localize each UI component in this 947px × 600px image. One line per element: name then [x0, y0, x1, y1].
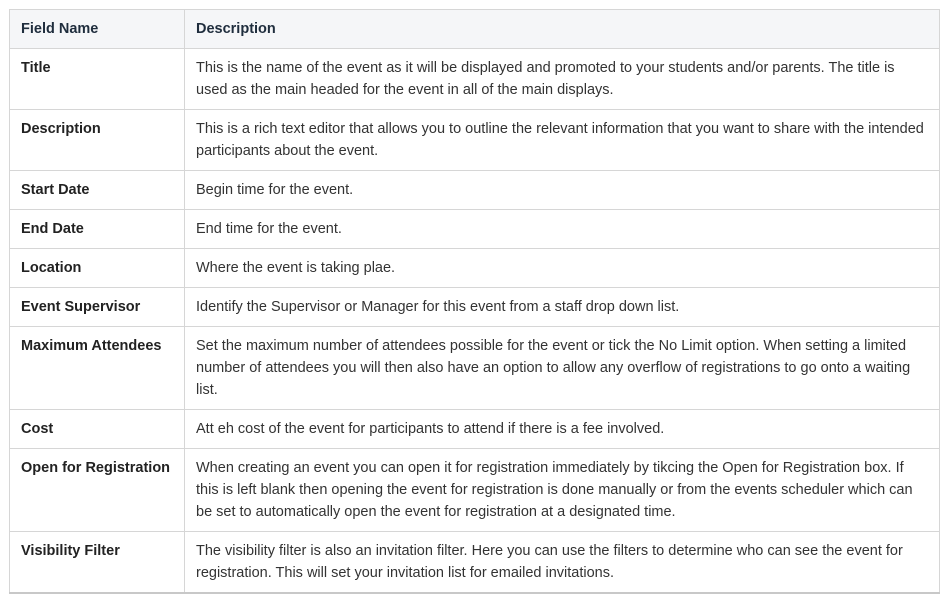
field-name-cell: Visibility Filter	[10, 532, 185, 594]
table-row	[10, 288, 940, 327]
field-description-cell: Att eh cost of the event for participants to attend if there is a fee involved.	[185, 410, 940, 449]
field-name-cell: Maximum Attendees	[10, 327, 185, 410]
field-name-cell: Start Date	[10, 171, 185, 210]
table-row	[10, 410, 940, 449]
field-description-cell: Begin time for the event.	[185, 171, 940, 210]
field-description-table	[9, 9, 940, 594]
field-description-cell: When creating an event you can open it for registration immediately by tikcing the Open for Registration box. If this is left blank then opening the event for registration is done manually or from the events scheduler which can be set to automatically open the event for registration at a designated time.	[185, 449, 940, 532]
field-name-cell: End Date	[10, 210, 185, 249]
table-row	[10, 532, 940, 594]
header-field-name: Field Name	[10, 10, 185, 49]
field-name-cell: Description	[10, 110, 185, 171]
table-row	[10, 327, 940, 410]
table-body	[10, 49, 940, 594]
field-name-cell: Title	[10, 49, 185, 110]
table-row	[10, 249, 940, 288]
table-row	[10, 171, 940, 210]
table-row	[10, 210, 940, 249]
field-description-cell: The visibility filter is also an invitation filter. Here you can use the filters to determine who can see the event for registration. This will set your invitation list for emailed invitations.	[185, 532, 940, 594]
field-description-cell: End time for the event.	[185, 210, 940, 249]
field-description-cell: This is a rich text editor that allows you to outline the relevant information that you want to share with the intended participants about the event.	[185, 110, 940, 171]
field-name-cell: Open for Registration	[10, 449, 185, 532]
field-description-cell: Set the maximum number of attendees possible for the event or tick the No Limit option. When setting a limited number of attendees you will then also have an option to allow any overflow of registrations to go onto a waiting list.	[185, 327, 940, 410]
table-row	[10, 449, 940, 532]
field-name-cell: Event Supervisor	[10, 288, 185, 327]
table-header	[10, 10, 940, 49]
field-name-cell: Cost	[10, 410, 185, 449]
field-description-cell: Where the event is taking plae.	[185, 249, 940, 288]
field-name-cell: Location	[10, 249, 185, 288]
table-header-row	[10, 10, 940, 49]
table-row	[10, 110, 940, 171]
field-description-cell: Identify the Supervisor or Manager for this event from a staff drop down list.	[185, 288, 940, 327]
field-description-cell: This is the name of the event as it will be displayed and promoted to your students and/or parents. The title is used as the main headed for the event in all of the main displays.	[185, 49, 940, 110]
table-row	[10, 49, 940, 110]
field-table-container	[9, 9, 939, 594]
header-description: Description	[185, 10, 940, 49]
